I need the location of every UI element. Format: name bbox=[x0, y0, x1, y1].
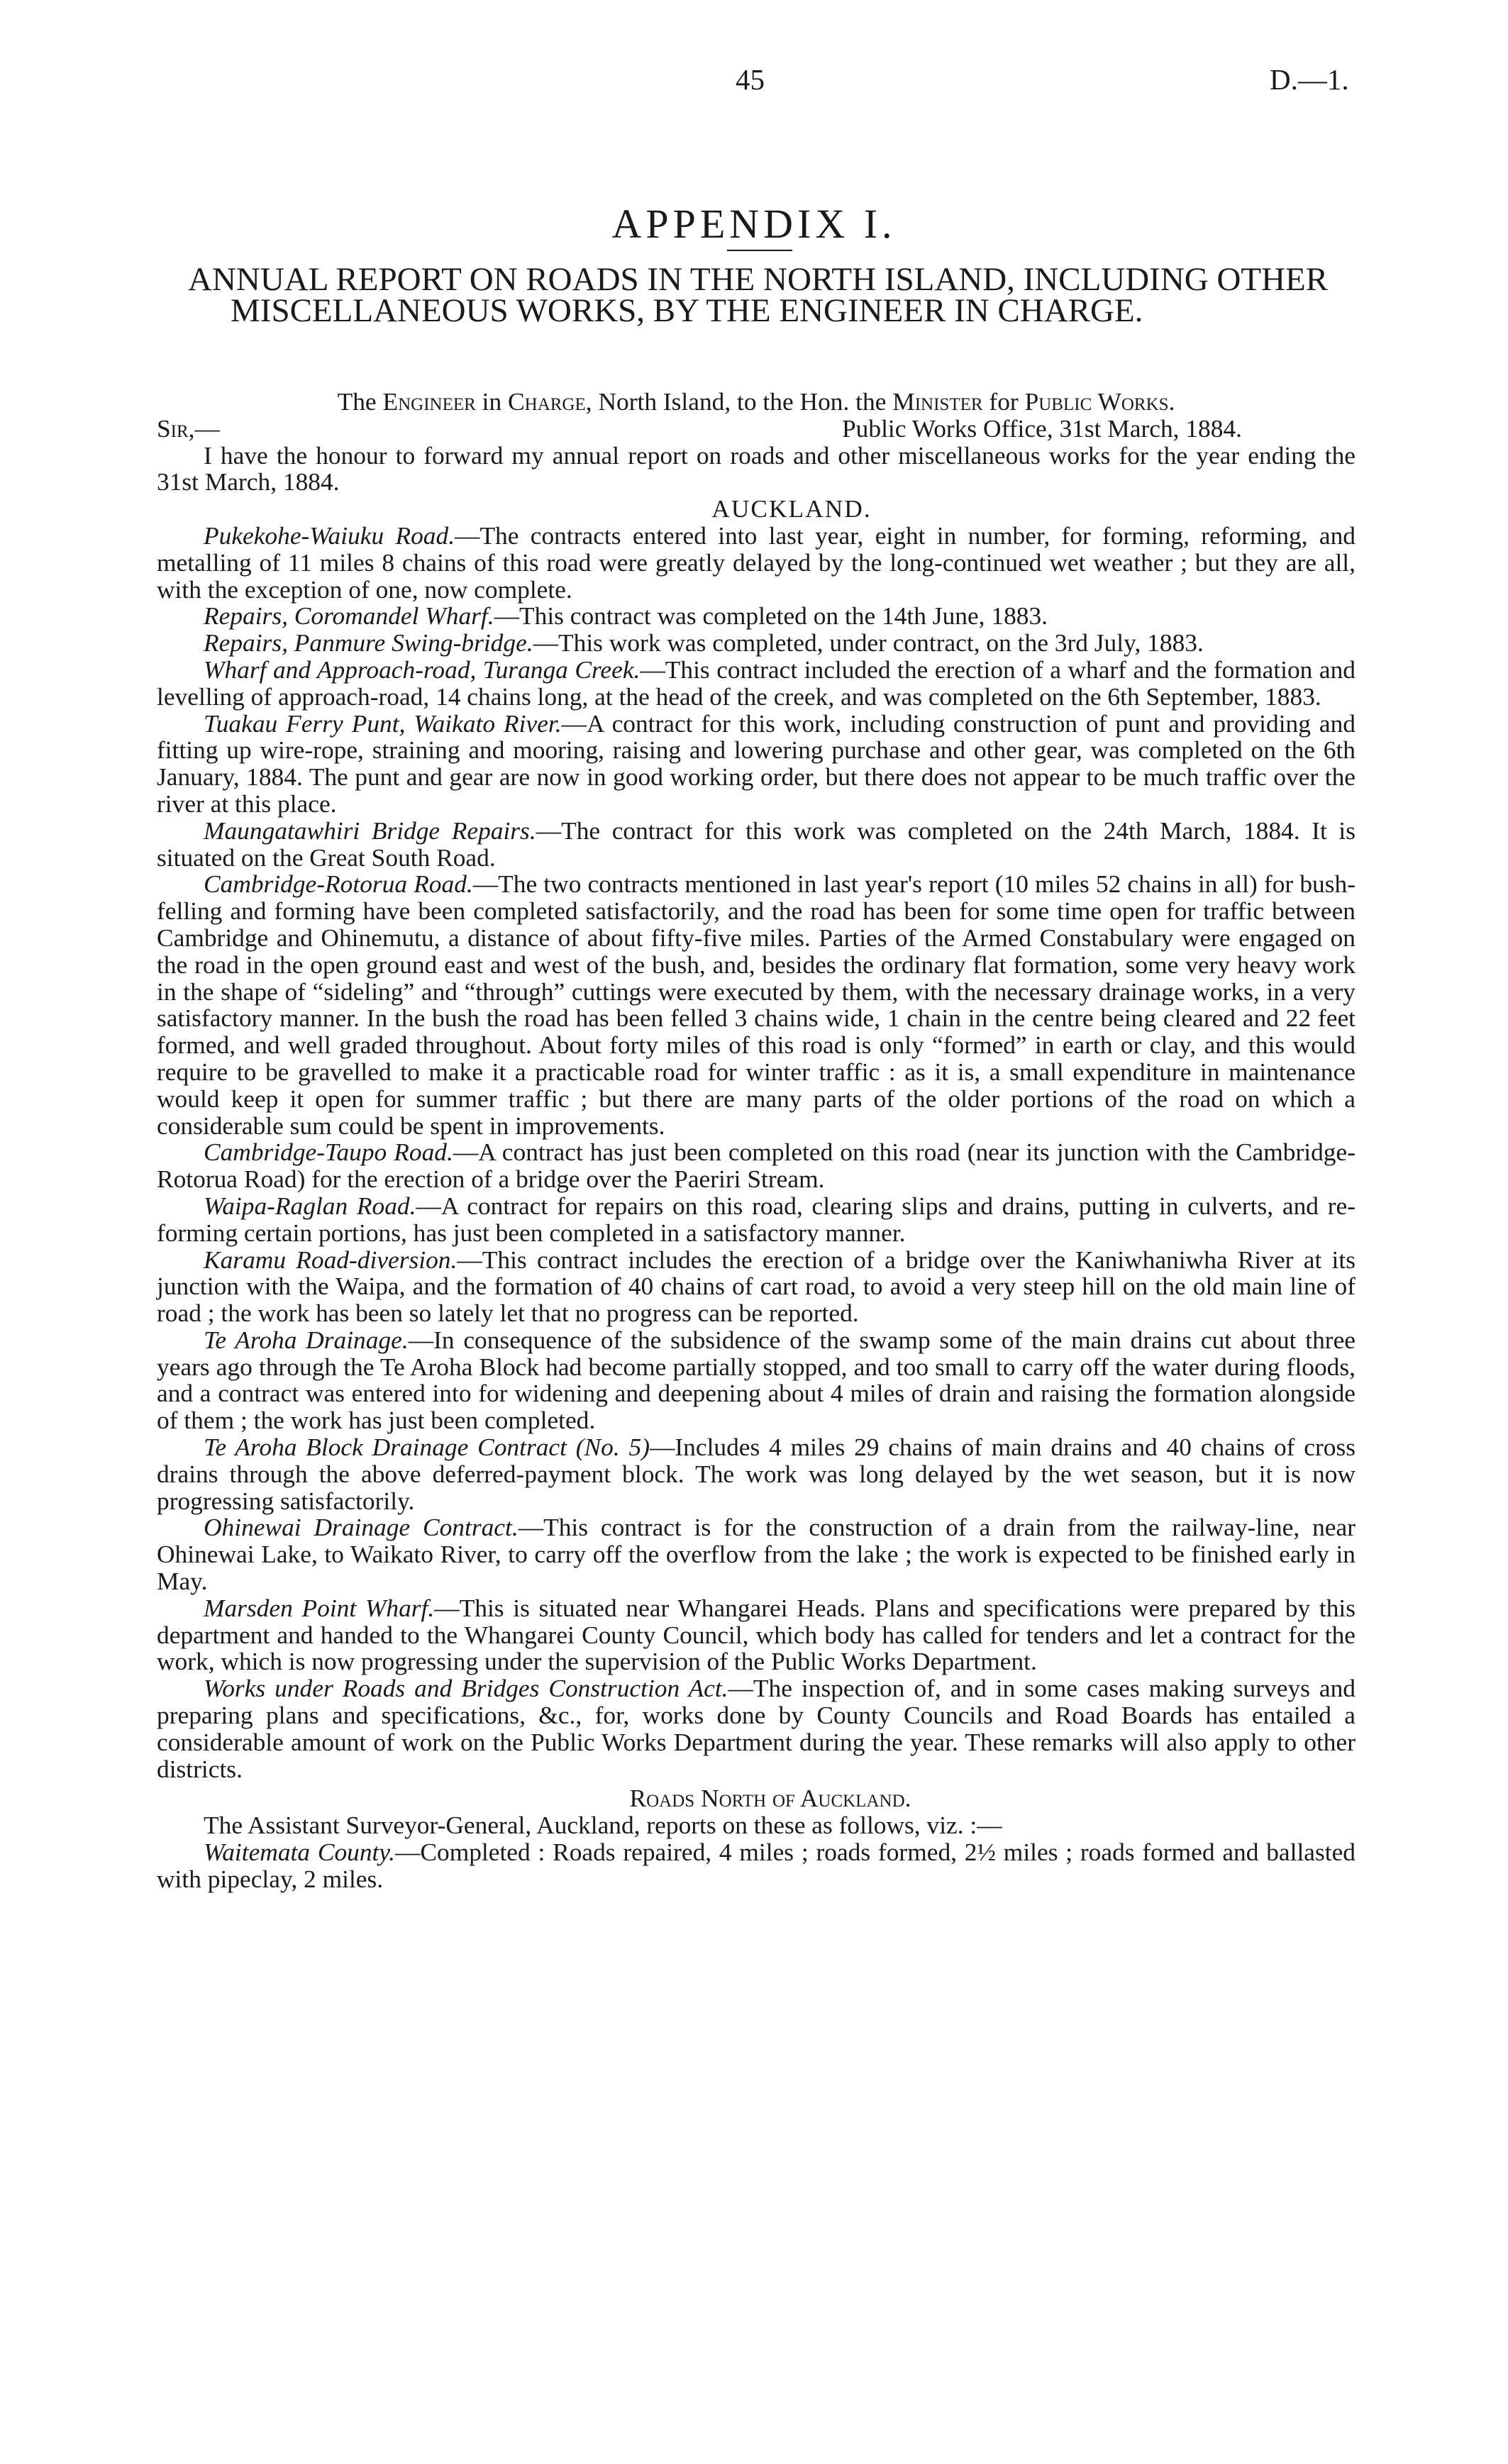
paragraph-item bbox=[157, 1595, 1355, 1675]
item-text: —The contract for this work was completed on the 24th March, 1884. It is situated on the Great South Road. bbox=[157, 816, 1355, 872]
paragraph-item bbox=[157, 1327, 1355, 1434]
item-list bbox=[157, 523, 1355, 1782]
item-title: Wharf and Approach-road, Turanga Creek. bbox=[204, 655, 641, 684]
item-text: —This contract included the erection of a wharf and the formation and levelling of approach-road, 14 chains long, at the head of the creek, and was completed on the 6th September, 1883. bbox=[157, 655, 1355, 711]
salutation: Sir,— bbox=[157, 414, 220, 443]
item-title: Repairs, Panmure Swing-bridge. bbox=[204, 628, 533, 657]
item-text: —Completed : Roads repaired, 4 miles ; roads formed, 2½ miles ; roads formed and ballasted with pipeclay, 2 miles. bbox=[157, 1838, 1355, 1893]
paragraph-item bbox=[157, 523, 1355, 603]
item-text: —A contract for repairs on this road, clearing slips and drains, putting in culverts, and re-forming certain portions, has just been completed in a satisfactory manner. bbox=[157, 1191, 1355, 1247]
section-heading-auckland: AUCKLAND. bbox=[711, 494, 872, 523]
report-body bbox=[157, 389, 1355, 1893]
item-title: Cambridge-Rotorua Road. bbox=[204, 870, 473, 899]
paragraph-waitemata bbox=[157, 1839, 1355, 1893]
item-title: Repairs, Coromandel Wharf. bbox=[204, 601, 494, 631]
item-title: Te Aroha Drainage. bbox=[204, 1325, 409, 1354]
addressee-line: The Engineer in Charge, North Island, to the Hon. the Minister for Public Works. bbox=[337, 387, 1175, 416]
intro-paragraph: I have the honour to forward my annual report on roads and other miscellaneous works for the year ending the 31st March, 1884. bbox=[157, 440, 1355, 496]
paragraph-item bbox=[157, 1193, 1355, 1247]
salutation-row bbox=[157, 416, 1355, 443]
report-title: ANNUAL REPORT ON ROADS IN THE NORTH ISLAND, INCLUDING OTHER MISCELLANEOUS WORKS, BY THE ENGINEER IN CHARGE. bbox=[188, 261, 1329, 329]
north-intro-paragraph: The Assistant Surveyor-General, Auckland, reports on these as follows, viz. :— bbox=[204, 1811, 1002, 1840]
item-text: —This is situated near Whangarei Heads. Plans and specifications were prepared by this department and handed to the Whangarei County Council, which body has called for tenders and let a contract for the work, which is now progressing under the supervision of the Public Works Department. bbox=[157, 1593, 1355, 1676]
item-title: Ohinewai Drainage Contract. bbox=[204, 1513, 519, 1542]
page-number: 45 bbox=[736, 63, 765, 96]
title-rule bbox=[727, 250, 792, 251]
item-title: Waitemata County. bbox=[204, 1838, 395, 1867]
paragraph-item bbox=[157, 1434, 1355, 1514]
paragraph-item bbox=[157, 1675, 1355, 1782]
appendix-title: APPENDIX I. bbox=[611, 201, 897, 247]
item-text: —A contract for this work, including construction of punt and providing and fitting up wire-rope, straining and mooring, raising and lowering purchase and other gear, was completed on the 6th January, 1884. The punt and gear are now in good working order, but there does not appear to be much traffic over the river at this place. bbox=[157, 709, 1355, 818]
item-text: —In consequence of the subsidence of the swamp some of the main drains cut about three years ago through the Te Aroha Block had become partially stopped, and too small to carry off the water during floods, and a contract was entered into for widening and deepening about 4 miles of drain and raising the formation alongside of them ; the work has just been completed. bbox=[157, 1325, 1355, 1435]
paragraph-item bbox=[157, 603, 1355, 630]
item-text: —The contracts entered into last year, eight in number, for forming, reforming, and metalling of 11 miles 8 chains of this road were greatly delayed by the long-continued wet weather ; but they are all, with the exception of one, now complete. bbox=[157, 521, 1355, 604]
item-text: —The two contracts mentioned in last year's report (10 miles 52 chains in all) for bush-felling and forming have been completed satisfactorily, and the road has been for some time open for traffic between Cambridge and Ohinemutu, a distance of about fifty-five miles. Parties of the Armed Constabulary were engaged on the road in the open ground east and west of the bush, and, besides the ordinary flat formation, some very heavy work in the shape of “sideling” and “through” cuttings were executed by them, with the necessary drainage works, in a very satisfactory manner. In the bush the road has been felled 3 chains wide, 1 chain in the centre being cleared and 22 feet formed, and well graded throughout. About forty miles of this road is only “formed” in earth or clay, and this would require to be gravelled to make it a practicable road for winter traffic : as it is, a small expenditure in maintenance would keep it open for summer traffic ; but there are many parts of the older portions of the road on which a considerable sum could be spent in improvements. bbox=[157, 870, 1355, 1140]
item-title: Maungatawhiri Bridge Repairs. bbox=[204, 816, 536, 845]
item-title: Te Aroha Block Drainage Contract (No. 5) bbox=[204, 1433, 650, 1462]
item-text: —This contract includes the erection of a bridge over the Kaniwhaniwha River at its junction with the Waipa, and the formation of 40 chains of cart road, to avoid a very steep hill on the old main line of road ; the work has been so lately let that no progress can be reported. bbox=[157, 1245, 1355, 1328]
paragraph-item bbox=[157, 871, 1355, 1139]
item-text: —The inspection of, and in some cases making surveys and preparing plans and specifications, &c., for, works done by County Councils and Road Boards has entailed a considerable amount of work on the Public Works Department during the year. These remarks will also apply to other districts. bbox=[157, 1674, 1355, 1783]
item-title: Waipa-Raglan Road. bbox=[204, 1191, 416, 1220]
item-text: —This contract was completed on the 14th June, 1883. bbox=[494, 601, 1048, 631]
paragraph-item bbox=[157, 818, 1355, 872]
item-title: Works under Roads and Bridges Construction Act. bbox=[204, 1674, 728, 1703]
item-text: —This contract is for the construction of a drain from the railway-line, near Ohinewai Lake, to Waikato River, to carry off the overflow from the lake ; the work is expected to be finished early in May. bbox=[157, 1513, 1355, 1596]
place-date: Public Works Office, 31st March, 1884. bbox=[842, 414, 1242, 443]
item-title: Cambridge-Taupo Road. bbox=[204, 1138, 453, 1167]
item-title: Pukekohe-Waiuku Road. bbox=[204, 521, 455, 550]
item-text: —This work was completed, under contract, on the 3rd July, 1883. bbox=[533, 628, 1204, 657]
running-header bbox=[0, 62, 1508, 105]
paragraph-item bbox=[157, 1514, 1355, 1594]
document-reference: D.—1. bbox=[1270, 63, 1349, 96]
paragraph-item bbox=[157, 711, 1355, 818]
paragraph-item bbox=[157, 1139, 1355, 1193]
subsection-heading-north: Roads North of Auckland. bbox=[629, 1784, 911, 1813]
item-title: Tuakau Ferry Punt, Waikato River. bbox=[204, 709, 562, 738]
paragraph-item bbox=[157, 1247, 1355, 1327]
paragraph-item bbox=[157, 630, 1355, 657]
item-title: Karamu Road-diversion. bbox=[204, 1245, 458, 1274]
item-title: Marsden Point Wharf. bbox=[204, 1593, 435, 1622]
paragraph-item bbox=[157, 657, 1355, 711]
item-text: —A contract has just been completed on this road (near its junction with the Cambridge-Rotorua Road) for the erection of a bridge over the Paeriri Stream. bbox=[157, 1138, 1355, 1194]
item-text: —Includes 4 miles 29 chains of main drains and 40 chains of cross drains through the above deferred-payment block. The work was long delayed by the wet season, but it is now progressing satisfactorily. bbox=[157, 1433, 1355, 1515]
